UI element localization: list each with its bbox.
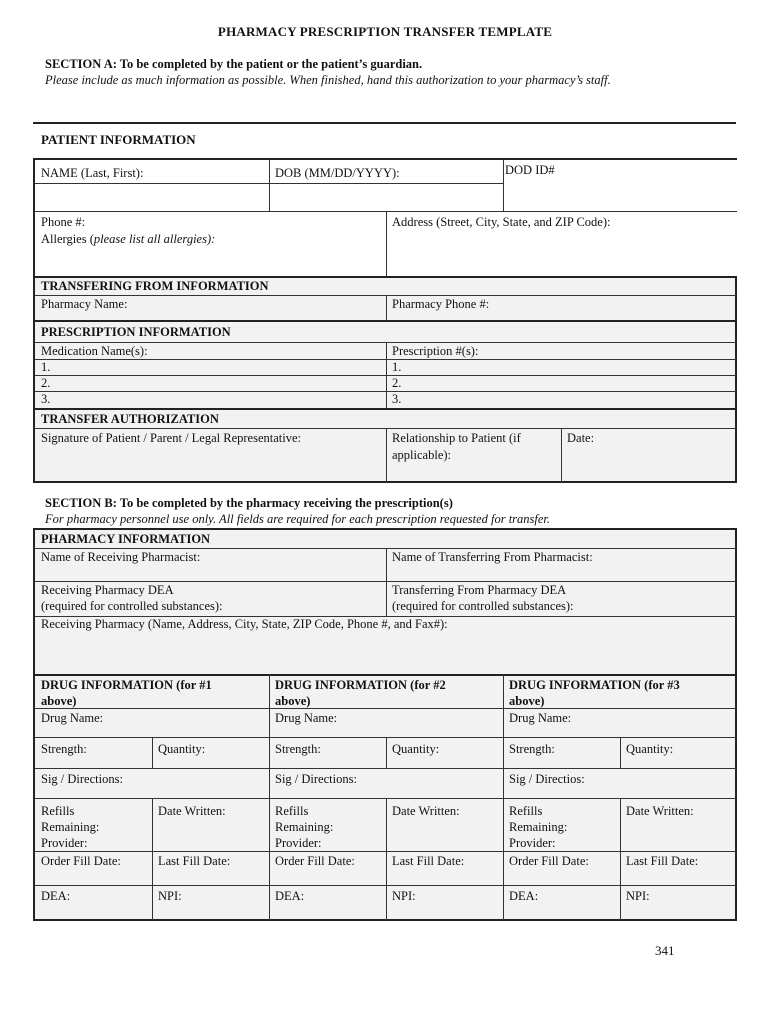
receiving-dea-field[interactable]: Receiving Pharmacy DEA	[41, 583, 174, 597]
drug-2-heading-cont: above)	[275, 694, 311, 708]
signature-field[interactable]: Signature of Patient / Parent / Legal Representative:	[41, 431, 301, 445]
section-b-instruction: For pharmacy personnel use only. All fields are required for each prescription requested for transfer.	[45, 512, 551, 526]
drug-2-refills-cont: Remaining:	[275, 820, 334, 834]
drug-2-name-field[interactable]: Drug Name:	[275, 711, 338, 725]
drug-1-quantity-field[interactable]: Quantity:	[158, 742, 206, 756]
section-a-heading: SECTION A: To be completed by the patient or the patient’s guardian.	[45, 57, 423, 71]
drug-1-provider-field[interactable]: Provider:	[41, 836, 88, 850]
name-field[interactable]: NAME (Last, First):	[41, 166, 144, 180]
prescription-info-heading: PRESCRIPTION INFORMATION	[41, 325, 231, 339]
drug-2-provider-field[interactable]: Provider:	[275, 836, 322, 850]
drug-1-sig-field[interactable]: Sig / Directions:	[41, 772, 123, 786]
allergies-field[interactable]: Allergies (please list all allergies):	[41, 232, 216, 246]
prescription-numbers-label: Prescription #(s):	[392, 344, 479, 358]
drug-1-heading-cont: above)	[41, 694, 77, 708]
rx-line-1[interactable]: 1.	[392, 360, 402, 374]
drug-2-npi-field[interactable]: NPI:	[392, 889, 416, 903]
drug-3-dea-field[interactable]: DEA:	[509, 889, 539, 903]
form-title: PHARMACY PRESCRIPTION TRANSFER TEMPLATE	[217, 24, 553, 39]
drug-2-date-written-field[interactable]: Date Written:	[392, 804, 460, 818]
transfer-from-heading: TRANSFERING FROM INFORMATION	[41, 279, 269, 293]
transfer-authorization-heading: TRANSFER AUTHORIZATION	[41, 412, 219, 426]
rx-line-3[interactable]: 3.	[392, 392, 402, 406]
patient-info-heading: PATIENT INFORMATION	[41, 132, 196, 147]
transferring-dea-field[interactable]: Transferring From Pharmacy DEA	[392, 583, 567, 597]
rx-line-2[interactable]: 2.	[392, 376, 402, 390]
receiving-dea-note: (required for controlled substances):	[41, 599, 223, 613]
section-a-table	[33, 158, 737, 483]
medication-line-2[interactable]: 2.	[41, 376, 51, 390]
transferring-dea-note: (required for controlled substances):	[392, 599, 574, 613]
drug-1-date-written-field[interactable]: Date Written:	[158, 804, 226, 818]
drug-3-strength-field[interactable]: Strength:	[509, 742, 555, 756]
page-number: 341	[655, 943, 675, 958]
drug-3-sig-field[interactable]: Sig / Directios:	[509, 772, 585, 786]
drug-3-refills-cont: Remaining:	[509, 820, 568, 834]
drug-2-order-fill-field[interactable]: Order Fill Date:	[275, 854, 355, 868]
drug-3-date-written-field[interactable]: Date Written:	[626, 804, 694, 818]
drug-2-strength-field[interactable]: Strength:	[275, 742, 321, 756]
drug-2-refills-field[interactable]: Refills	[275, 804, 309, 818]
relationship-field[interactable]: Relationship to Patient (if	[392, 431, 521, 445]
receiving-pharmacist-field[interactable]: Name of Receiving Pharmacist:	[41, 550, 201, 564]
section-b-heading: SECTION B: To be completed by the pharmacy receiving the prescription(s)	[45, 496, 453, 510]
drug-1-last-fill-field[interactable]: Last Fill Date:	[158, 854, 231, 868]
date-field[interactable]: Date:	[567, 431, 595, 445]
pharmacy-name-field[interactable]: Pharmacy Name:	[41, 297, 128, 311]
divider	[33, 122, 736, 124]
drug-1-dea-field[interactable]: DEA:	[41, 889, 71, 903]
drug-1-refills-field[interactable]: Refills	[41, 804, 75, 818]
transferring-pharmacist-field[interactable]: Name of Transferring From Pharmacist:	[392, 550, 593, 564]
drug-3-quantity-field[interactable]: Quantity:	[626, 742, 674, 756]
drug-1-heading: DRUG INFORMATION (for #1	[41, 678, 212, 692]
pharmacy-info-heading: PHARMACY INFORMATION	[41, 532, 211, 546]
section-b-table	[33, 528, 737, 921]
phone-field[interactable]: Phone #:	[41, 215, 86, 229]
dob-field[interactable]: DOB (MM/DD/YYYY):	[275, 166, 400, 180]
drug-1-name-field[interactable]: Drug Name:	[41, 711, 104, 725]
medication-line-3[interactable]: 3.	[41, 392, 51, 406]
drug-2-last-fill-field[interactable]: Last Fill Date:	[392, 854, 465, 868]
drug-3-heading-cont: above)	[509, 694, 545, 708]
drug-2-quantity-field[interactable]: Quantity:	[392, 742, 440, 756]
drug-3-name-field[interactable]: Drug Name:	[509, 711, 572, 725]
drug-1-npi-field[interactable]: NPI:	[158, 889, 182, 903]
medication-names-label: Medication Name(s):	[41, 344, 148, 358]
receiving-pharmacy-field[interactable]: Receiving Pharmacy (Name, Address, City, State, ZIP Code, Phone #, and Fax#):	[41, 617, 448, 631]
drug-1-strength-field[interactable]: Strength:	[41, 742, 87, 756]
drug-3-provider-field[interactable]: Provider:	[509, 836, 556, 850]
address-field[interactable]: Address (Street, City, State, and ZIP Code):	[392, 215, 611, 229]
drug-3-heading: DRUG INFORMATION (for #3	[509, 678, 680, 692]
drug-3-refills-field[interactable]: Refills	[509, 804, 543, 818]
drug-2-sig-field[interactable]: Sig / Directions:	[275, 772, 357, 786]
section-a-instruction: Please include as much information as possible. When finished, hand this authorization to your pharmacy’s staff.	[45, 73, 611, 87]
pharmacy-phone-field[interactable]: Pharmacy Phone #:	[392, 297, 490, 311]
relationship-field-cont: applicable):	[392, 448, 451, 462]
dod-id-field[interactable]: DOD ID#	[505, 163, 555, 177]
drug-3-npi-field[interactable]: NPI:	[626, 889, 650, 903]
drug-2-dea-field[interactable]: DEA:	[275, 889, 305, 903]
drug-1-order-fill-field[interactable]: Order Fill Date:	[41, 854, 121, 868]
drug-2-heading: DRUG INFORMATION (for #2	[275, 678, 446, 692]
drug-3-last-fill-field[interactable]: Last Fill Date:	[626, 854, 699, 868]
drug-3-order-fill-field[interactable]: Order Fill Date:	[509, 854, 589, 868]
drug-1-refills-cont: Remaining:	[41, 820, 100, 834]
medication-line-1[interactable]: 1.	[41, 360, 51, 374]
